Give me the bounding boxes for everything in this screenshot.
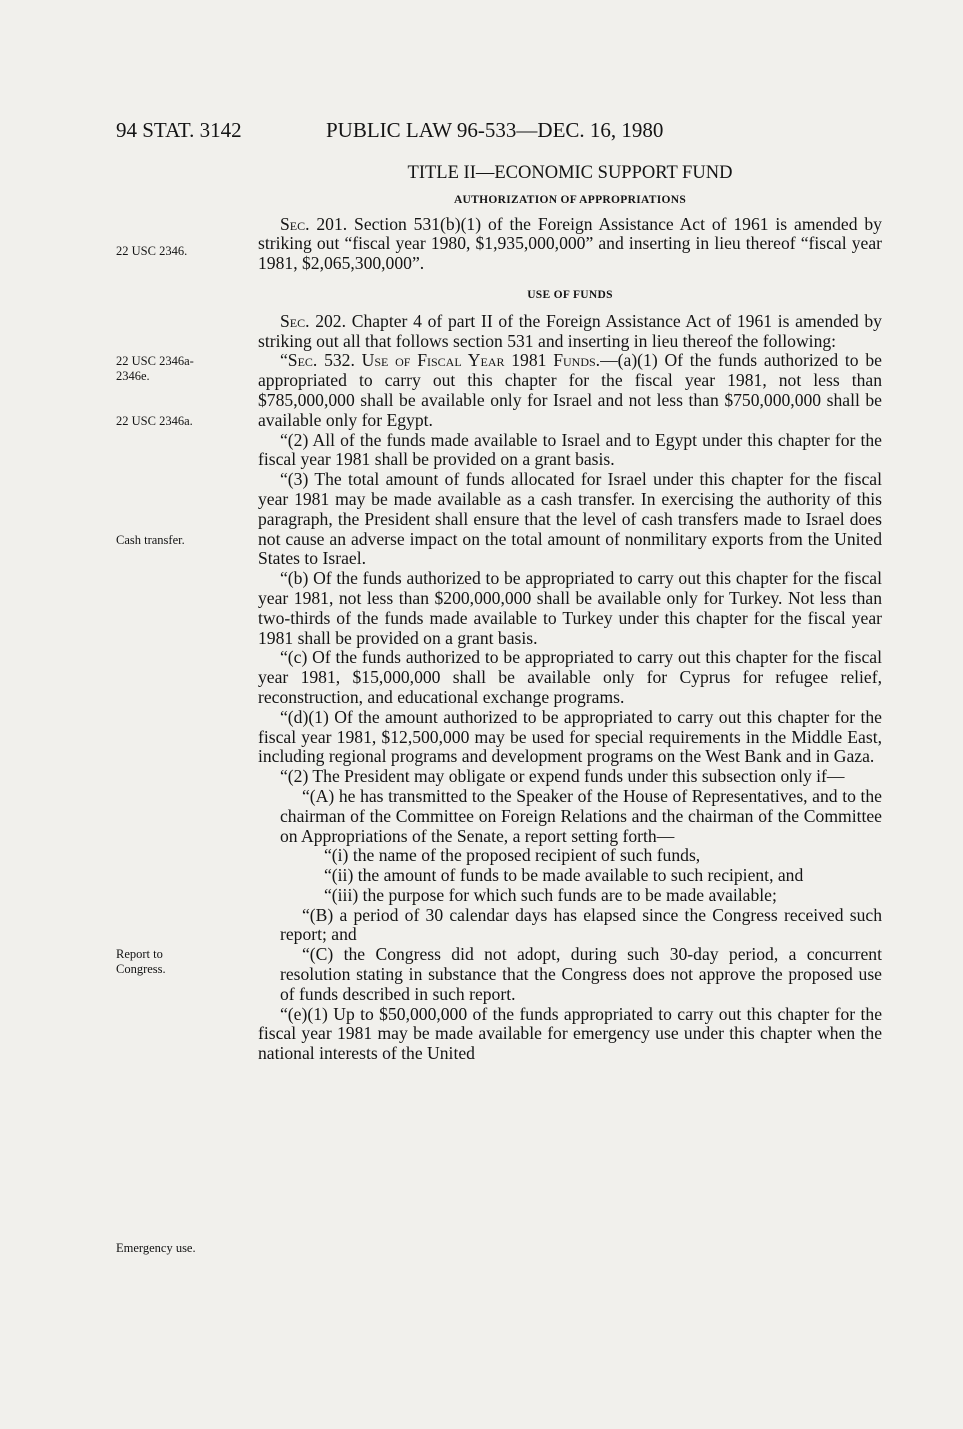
page-header [0, 118, 963, 144]
paragraph-a2: “(2) All of the funds made available to Israel and to Egypt under this chapter for the fiscal year 1981 shall be provided on a grant basis. [258, 429, 882, 470]
subhead-authorization: AUTHORIZATION OF APPROPRIATIONS [453, 193, 687, 206]
margin-note-22usc2346: 22 USC 2346. [116, 244, 188, 258]
margin-note-22usc2346a: 22 USC 2346a. [116, 414, 193, 428]
paragraph-dii: “(ii) the amount of funds to be made available to such recipient, and [324, 865, 804, 886]
paragraph-dB: “(B) a period of 30 calendar days has elapsed since the Congress received such report; and [280, 904, 882, 945]
document-body [258, 164, 882, 1064]
section-202-text: Chapter 4 of part II of the Foreign Assistance Act of 1961 is amended by striking out all that follows section 531 and inserting in lieu thereof the following: [258, 310, 882, 351]
paragraph-dA: “(A) he has transmitted to the Speaker of the House of Representatives, and to the chairman of the Committee on Foreign Relations and the chairman of the Committee on Appropriations of the Senate, a report setting forth— [280, 785, 882, 846]
stat-citation: 94 STAT. 3142 [116, 118, 242, 142]
margin-note-cash-transfer: Cash transfer. [116, 533, 185, 547]
section-532-label: “Sec. 532. Use of Fiscal Year 1981 Funds. [280, 350, 601, 371]
section-201-text: Section 531(b)(1) of the Foreign Assistance Act of 1961 is amended by striking out “fiscal year 1980, $1,935,000,000” and inserting in lieu thereof “fiscal year 1981, $2,065,300,000”. [258, 213, 882, 274]
subhead-use-of-funds: USE OF FUNDS [527, 288, 613, 301]
section-202-label: Sec. 202. [280, 310, 347, 331]
public-law-heading: PUBLIC LAW 96-533—DEC. 16, 1980 [326, 118, 664, 142]
section-201-label: Sec. 201. [280, 213, 348, 234]
margin-note-report-to-congress: Report to Congress. [116, 947, 166, 976]
paragraph-dC: “(C) the Congress did not adopt, during such 30-day period, a concurrent resolution stating in substance that the Congress does not approve the proposed use of funds described in such report. [280, 944, 882, 1004]
paragraph-diii: “(iii) the purpose for which such funds are to be made available; [324, 884, 777, 905]
section-201 [258, 215, 882, 274]
paragraph-di: “(i) the name of the proposed recipient of such funds, [324, 845, 701, 866]
margin-note-emergency-use: Emergency use. [116, 1241, 196, 1255]
title-heading: TITLE II—ECONOMIC SUPPORT FUND [407, 163, 733, 183]
section-532-text: —(a)(1) Of the funds authorized to be appropriated to carry out this chapter for the fiscal year 1981, not less than $785,000,000 shall be available only for Israel and not less than $750,000,000 shall be available only for Egypt. [258, 350, 882, 430]
margin-note-22usc2346a-2346e: 22 USC 2346a-2346e. [116, 354, 194, 383]
paragraph-a3: “(3) The total amount of funds allocated for Israel under this chapter for the fiscal year 1981 may be made available as a cash transfer. In exercising the authority of this paragraph, the President shall ensure that the level of cash transfers made to Israel does not cause an adverse impact on the total amount of nonmilitary exports from the United States to Israel. [258, 469, 882, 569]
section-202 [258, 312, 882, 352]
paragraph-b: “(b) Of the funds authorized to be appropriated to carry out this chapter for the fiscal year 1981, not less than $200,000,000 shall be available only for Turkey. Not less than two-thirds of the funds made available to Turkey under this chapter for the fiscal year 1981 shall be provided on a grant basis. [258, 568, 882, 648]
paragraph-e1: “(e)(1) Up to $50,000,000 of the funds appropriated to carry out this chapter for the fiscal year 1981 may be made available for emergency use under this chapter when the national interests of the United [258, 1003, 882, 1064]
paragraph-d2: “(2) The President may obligate or expend funds under this subsection only if— [280, 766, 845, 787]
section-532-a1 [258, 351, 882, 430]
paragraph-c: “(c) Of the funds authorized to be appropriated to carry out this chapter for the fiscal year 1981, $15,000,000 shall be available only for Cyprus for refugee relief, reconstruction, and educational exchange programs. [258, 647, 882, 707]
paragraph-d1: “(d)(1) Of the amount authorized to be appropriated to carry out this chapter for the fiscal year 1981, $12,500,000 may be used for special requirements in the Middle East, including regional programs and development programs on the West Bank and in Gaza. [258, 706, 882, 767]
